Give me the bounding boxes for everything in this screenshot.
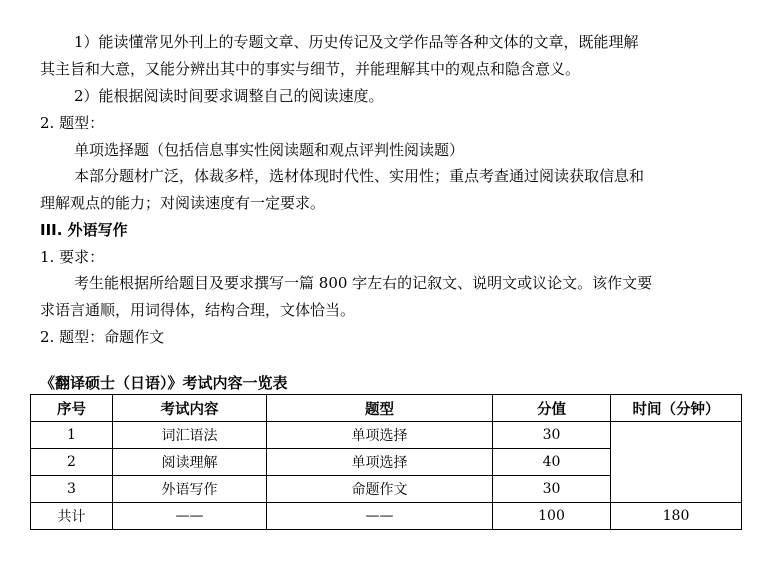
time-merged-cell <box>611 422 742 503</box>
table-header-row <box>31 395 742 422</box>
table-row <box>31 422 742 449</box>
table-total-row <box>31 503 742 530</box>
header-question-type: 题型 <box>267 395 493 422</box>
requirements-line-1: 考生能根据所给题目及要求撰写一篇 800 字左右的记叙文、说明文或议论文。该作文要 <box>74 274 653 292</box>
question-type-heading: 2. 题型： <box>40 114 105 132</box>
total-content: —— <box>113 503 267 530</box>
row-question-type: 单项选择 <box>267 449 493 476</box>
total-label: 共计 <box>31 503 113 530</box>
row-question-type: 命题作文 <box>267 476 493 503</box>
total-question-type: —— <box>267 503 493 530</box>
row-content: 阅读理解 <box>113 449 267 476</box>
row-number: 1 <box>31 422 113 449</box>
header-content: 考试内容 <box>113 395 267 422</box>
requirements-line-2: 求语言通顺，用词得体，结构合理，文体恰当。 <box>40 301 356 319</box>
question-type-item: 单项选择题（包括信息事实性阅读题和观点评判性阅读题） <box>74 141 465 159</box>
paragraph-reading-skill-1-line-1: 1）能读懂常见外刊上的专题文章、历史传记及文学作品等各种文体的文章，既能理解 <box>74 33 639 51</box>
total-time: 180 <box>611 503 742 530</box>
header-time: 时间（分钟） <box>611 395 742 422</box>
section-heading-writing: III. 外语写作 <box>40 221 128 239</box>
total-score: 100 <box>493 503 611 530</box>
row-number: 3 <box>31 476 113 503</box>
row-score: 30 <box>493 476 611 503</box>
row-question-type: 单项选择 <box>267 422 493 449</box>
row-score: 40 <box>493 449 611 476</box>
header-number: 序号 <box>31 395 113 422</box>
row-content: 词汇语法 <box>113 422 267 449</box>
row-content: 外语写作 <box>113 476 267 503</box>
table-title: 《翻译硕士（日语）》考试内容一览表 <box>40 374 288 392</box>
requirements-heading: 1. 要求： <box>40 248 105 266</box>
description-line-1: 本部分题材广泛，体裁多样，选材体现时代性、实用性；重点考查通过阅读获取信息和 <box>74 167 645 185</box>
row-score: 30 <box>493 422 611 449</box>
header-score: 分值 <box>493 395 611 422</box>
paragraph-reading-skill-1-line-2: 其主旨和大意，又能分辨出其中的事实与细节，并能理解其中的观点和隐含意义。 <box>40 60 581 78</box>
paragraph-reading-skill-2: 2）能根据阅读时间要求调整自己的阅读速度。 <box>74 87 384 105</box>
exam-content-table <box>30 394 742 530</box>
writing-question-type: 2. 题型：命题作文 <box>40 328 165 346</box>
description-line-2: 理解观点的能力；对阅读速度有一定要求。 <box>40 194 326 212</box>
row-number: 2 <box>31 449 113 476</box>
